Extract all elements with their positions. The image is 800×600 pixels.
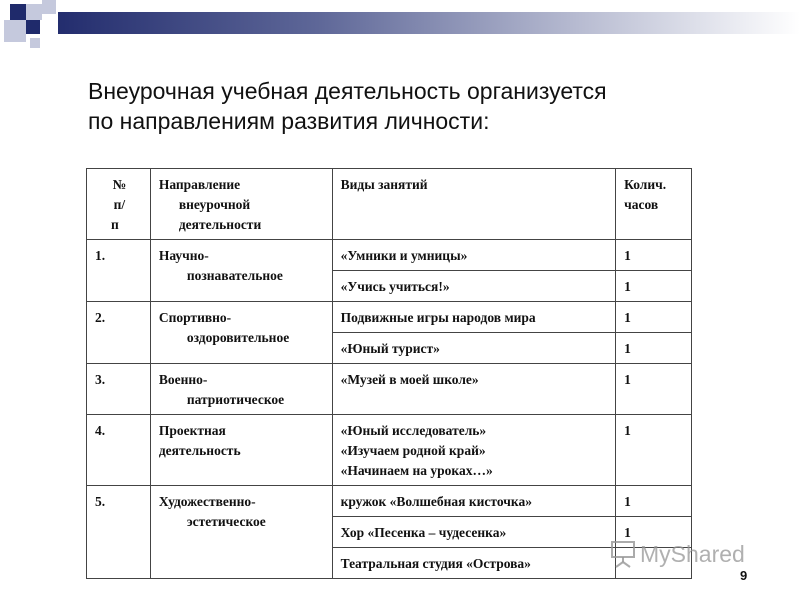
activity-name: кружок «Волшебная кисточка»	[332, 486, 616, 517]
header-direction: Направление внеурочной деятельности	[150, 169, 332, 240]
row-direction: Научно- познавательное	[150, 240, 332, 302]
activity-name: «Юный турист»	[332, 333, 616, 364]
row-direction: Военно- патриотическое	[150, 364, 332, 415]
header-number: № п/ п	[87, 169, 151, 240]
table-row	[87, 364, 692, 415]
activity-hours: 1	[616, 271, 692, 302]
header-square-light	[4, 20, 26, 42]
watermark	[610, 540, 745, 568]
header-activities: Виды занятий	[332, 169, 616, 240]
row-number: 1.	[87, 240, 151, 302]
header-square-light	[42, 0, 56, 14]
row-number: 2.	[87, 302, 151, 364]
slide-title-line-1: Внеурочная учебная деятельность организуется	[88, 78, 607, 104]
activity-name: Хор «Песенка – чудесенка»	[332, 517, 616, 548]
table-row	[87, 486, 692, 517]
row-direction: Художественно- эстетическое	[150, 486, 332, 579]
activity-name: Театральная студия «Острова»	[332, 548, 616, 579]
activity-hours: 1	[616, 240, 692, 271]
activity-name: «Учись учиться!»	[332, 271, 616, 302]
activities-table	[86, 168, 692, 579]
activity-hours: 1	[616, 364, 692, 415]
table-row	[87, 415, 692, 486]
activity-hours: 1	[616, 415, 692, 486]
table-header-row	[87, 169, 692, 240]
row-number: 4.	[87, 415, 151, 486]
row-number: 3.	[87, 364, 151, 415]
presentation-icon	[610, 540, 636, 568]
header-square-light	[26, 4, 42, 20]
activity-hours: 1	[616, 486, 692, 517]
row-direction: Проектная деятельность	[150, 415, 332, 486]
header-square-dark	[26, 20, 40, 34]
activity-name: «Юный исследователь» «Изучаем родной край» «Начинаем на уроках…»	[332, 415, 616, 486]
activity-hours: 1	[616, 302, 692, 333]
slide-title	[88, 76, 728, 136]
header-gradient-bar	[58, 12, 800, 34]
header-hours: Колич. часов	[616, 169, 692, 240]
slide-title-line-2: по направлениям развития личности:	[88, 108, 490, 134]
header-square-dark	[10, 4, 26, 20]
table-row	[87, 302, 692, 333]
header-square-light	[30, 38, 40, 48]
row-direction: Спортивно- оздоровительное	[150, 302, 332, 364]
activity-name: Подвижные игры народов мира	[332, 302, 616, 333]
activity-hours: 1	[616, 517, 692, 548]
activity-hours: 1	[616, 333, 692, 364]
activity-name: «Музей в моей школе»	[332, 364, 616, 415]
activity-name: «Умники и умницы»	[332, 240, 616, 271]
page-number: 9	[740, 568, 748, 583]
watermark-text: MyShared	[640, 540, 745, 567]
row-number: 5.	[87, 486, 151, 579]
table-row	[87, 240, 692, 271]
